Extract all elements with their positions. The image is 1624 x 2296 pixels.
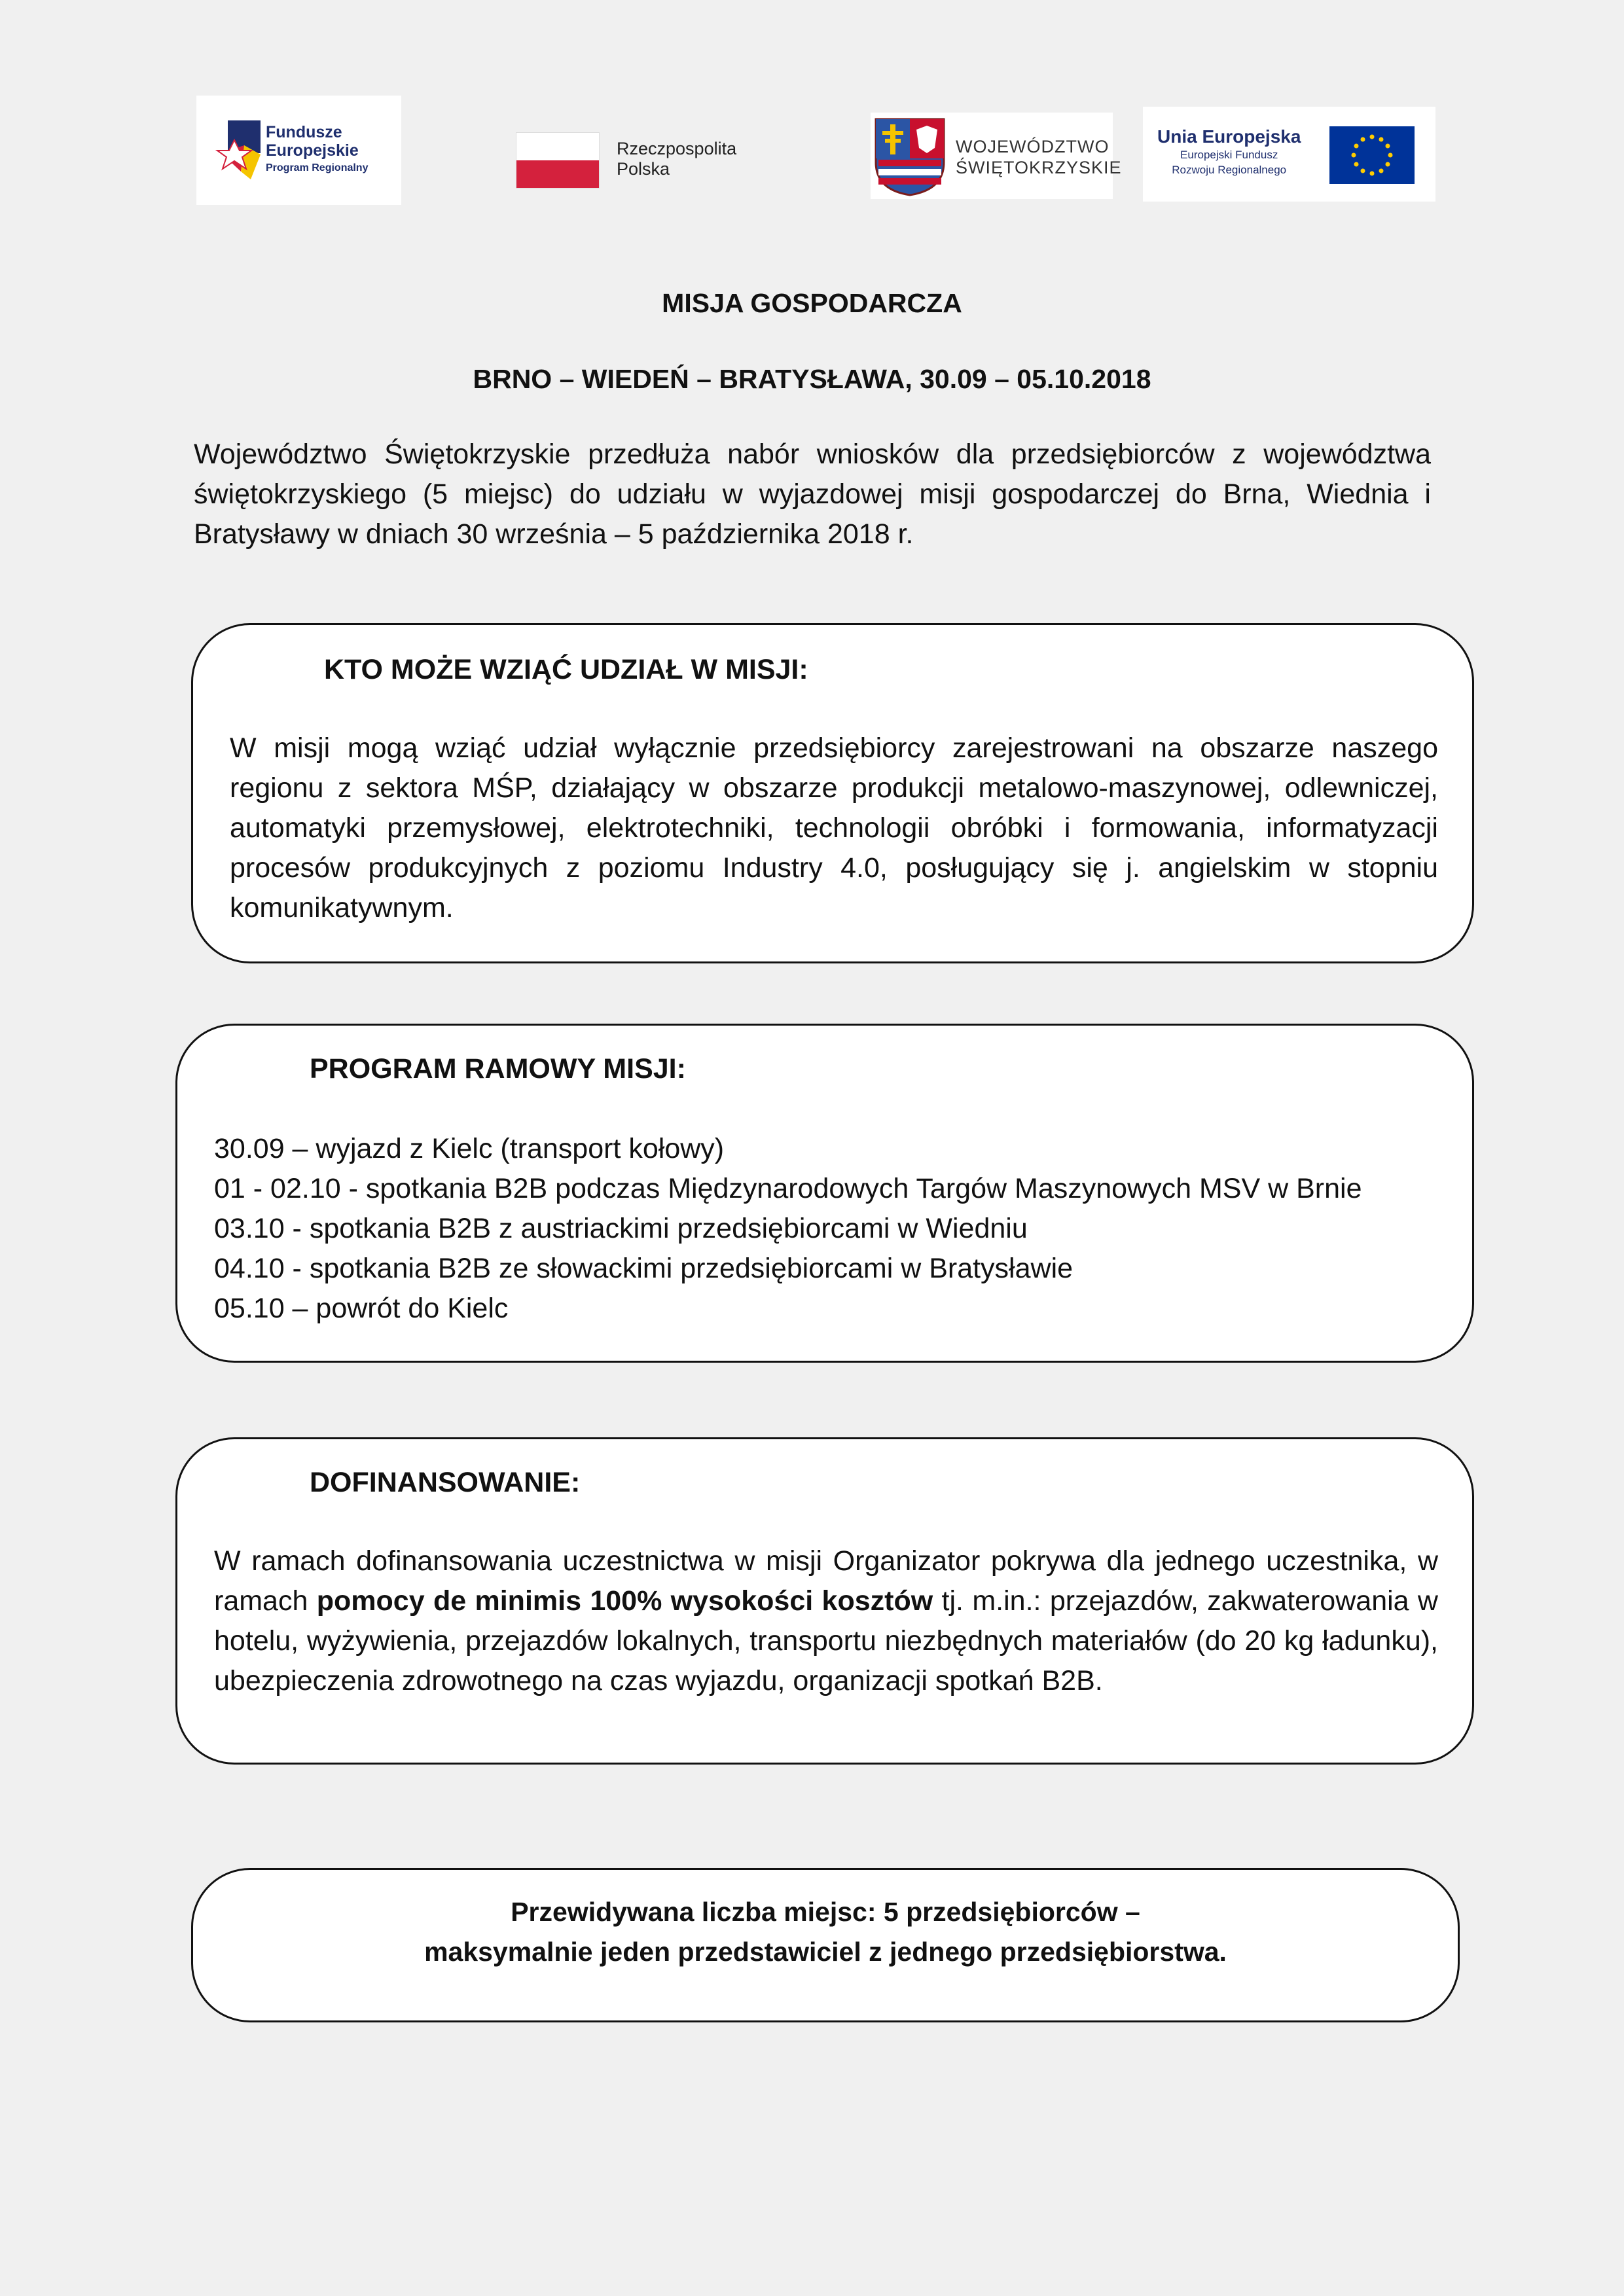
intro-paragraph: Województwo Świętokrzyskie przedłuża nabór wniosków dla przedsiębiorców z województwa świętokrzyskiego (5 miejsc) do udziału w wyjazdowej misji gospodarczej do Brna, Wiednia i Bratysławy w dniach 30 września – 5 października 2018 r. bbox=[194, 439, 1431, 550]
fundusze-europejskie-logo bbox=[196, 96, 401, 205]
document-subtitle: BRNO – WIEDEŃ – BRATYSŁAWA, 30.09 – 05.10.2018 bbox=[473, 364, 1151, 394]
coat-of-arms-icon bbox=[873, 117, 947, 196]
funding-text: W ramach dofinansowania uczestnictwa w misji Organizator pokrywa dla jednego uczestnika, w ramach pomocy de minimis 100% wysokości kosztów tj. m.in.: przejazdów, zakwaterowania w hotelu, wyżywienia, przejazdów lokalnych, transportu niezbędnych materiałów (do 20 kg ładunku), ubezpieczenia zdrowotnego na czas wyjazdu, organizacji spotkań B2B. bbox=[214, 1545, 1438, 1696]
places-line-2: maksymalnie jeden przedstawiciel z jednego przedsiębiorstwa. bbox=[424, 1937, 1227, 1967]
eligibility-title: KTO MOŻE WZIĄĆ UDZIAŁ W MISJI: bbox=[324, 654, 808, 685]
funding-box bbox=[175, 1437, 1474, 1765]
funding-highlight: pomocy de minimis 100% wysokości kosztów bbox=[316, 1585, 933, 1617]
program-item: 05.10 – powrót do Kielc bbox=[214, 1293, 509, 1324]
wojewodztwo-swietokrzyskie-logo bbox=[871, 113, 1122, 199]
places-line-1: Przewidywana liczba miejsc: 5 przedsiębiorców – bbox=[511, 1897, 1140, 1927]
eligibility-text: W misji mogą wziąć udział wyłącznie przedsiębiorcy zarejestrowani na obszarze naszego regionu z sektora MŚP, działający w obszarze produkcji metalowo-maszynowej, odlewniczej, automatyki przemysłowej, elektrotechniki, technologii obróbki i formowania, informatyzacji procesów produkcyjnych z poziomu Industry 4.0, posługujący się j. angielskim w stopniu komunikatywnym. bbox=[230, 732, 1438, 924]
eligibility-box bbox=[191, 623, 1474, 963]
polish-flag-icon bbox=[516, 132, 600, 188]
program-item: 03.10 - spotkania B2B z austriackimi przedsiębiorcami w Wiedniu bbox=[214, 1213, 1028, 1244]
program-item: 30.09 – wyjazd z Kielc (transport kołowy) bbox=[214, 1133, 725, 1164]
eu-flag-icon bbox=[1329, 126, 1415, 184]
rzeczpospolita-polska-logo bbox=[511, 124, 772, 190]
wojewodztwo-logo-text: WOJEWÓDZTWO ŚWIĘTOKRZYSKIE bbox=[956, 137, 1122, 177]
program-item: 04.10 - spotkania B2B ze słowackimi przedsiębiorcami w Bratysławie bbox=[214, 1253, 1074, 1284]
funding-title: DOFINANSOWANIE: bbox=[310, 1467, 581, 1498]
unia-europejska-logo bbox=[1143, 107, 1435, 202]
program-title: PROGRAM RAMOWY MISJI: bbox=[310, 1053, 686, 1085]
fundusze-logo-subtext: Program Regionalny bbox=[266, 162, 369, 173]
fundusze-logo-text: Fundusze Europejskie bbox=[266, 123, 359, 160]
document-title: MISJA GOSPODARCZA bbox=[662, 288, 962, 318]
program-item: 01 - 02.10 - spotkania B2B podczas Międzynarodowych Targów Maszynowych MSV w Brnie bbox=[214, 1173, 1362, 1204]
places-box bbox=[191, 1868, 1460, 2022]
program-box bbox=[175, 1024, 1474, 1363]
unia-logo-text: Unia Europejska Europejski Fundusz Rozwoju Regionalnego bbox=[1157, 126, 1301, 176]
program-list bbox=[214, 1129, 1362, 1329]
rzeczpospolita-logo-text: Rzeczpospolita Polska bbox=[617, 139, 737, 179]
